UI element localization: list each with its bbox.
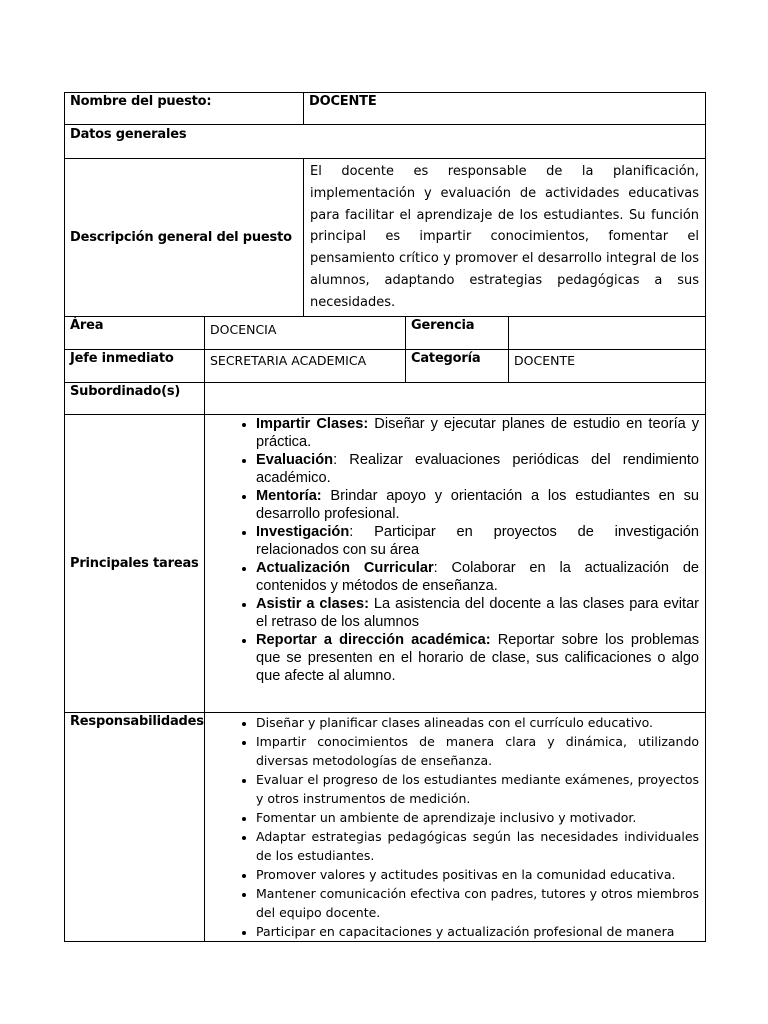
subordinados-label: Subordinado(s) [65,382,205,414]
jefe-label: Jefe inmediato [65,349,205,382]
tarea-title: Actualización Curricular [256,559,434,576]
gerencia-label: Gerencia [406,316,509,349]
row-datos-generales [65,125,706,159]
puesto-label: Nombre del puesto: [65,93,304,125]
responsabilidad-item: • Mantener comunicación efectiva con padres, tutores y otros miembros del equipo docente. [256,884,699,922]
area-label: Área [65,316,205,349]
row-subordinados [65,382,706,414]
descripcion-label: Descripción general del puesto [65,159,304,317]
tarea-item [256,415,699,451]
tarea-text: Reportar sobre los problemas que se presenten en el horario de clase, sus calificaciones o algo que afecte al alumno. [256,631,700,684]
tarea-item [256,631,699,685]
tarea-title: Mentoría: [256,487,322,504]
tarea-title: Reportar a dirección académica: [256,631,491,648]
tarea-item [256,523,699,559]
descripcion-text: El docente es responsable de la planificación, implementación y evaluación de actividades educativas para facilitar el aprendizaje de los estudiantes. Su función principal es impartir conocimientos, fomentar el pensamiento crítico y promover el desarrollo integral de los alumnos, adaptando estrategias pedagógicas a sus necesidades. [304,159,706,317]
tarea-title: Investigación [256,523,350,540]
tarea-title: Evaluación [256,451,334,468]
tarea-text: : Colaborar en la actualización de contenidos y métodos de enseñanza. [256,559,700,594]
tarea-text: : Realizar evaluaciones periódicas del rendimiento académico. [256,451,700,486]
responsabilidades-cell [205,712,706,941]
row-jefe [65,349,706,382]
row-responsabilidades [65,712,706,941]
puesto-value: DOCENTE [304,93,706,125]
responsabilidades-list [212,713,699,941]
job-description-table [64,92,706,942]
job-description-document [64,92,705,942]
tarea-text: La asistencia del docente a las clases para evitar el retraso de los alumnos [256,595,700,630]
responsabilidad-item: • Adaptar estrategias pedagógicas según las necesidades individuales de los estudiantes. [256,827,699,865]
area-value: DOCENCIA [205,316,406,349]
tarea-item [256,559,699,595]
row-puesto [65,93,706,125]
responsabilidad-item: • Evaluar el progreso de los estudiantes mediante exámenes, proyectos y otros instrumentos de medición. [256,770,699,808]
tarea-text: Diseñar y ejecutar planes de estudio en teoría y práctica. [256,415,700,450]
tareas-cell [205,414,706,712]
responsabilidad-item: • Impartir conocimientos de manera clara y dinámica, utilizando diversas metodologías de enseñanza. [256,732,699,770]
tarea-item [256,595,699,631]
tarea-title: Asistir a clases: [256,595,369,612]
tarea-text: Brindar apoyo y orientación a los estudiantes en su desarrollo profesional. [256,487,700,522]
tareas-list [212,415,699,685]
responsabilidad-item: • Fomentar un ambiente de aprendizaje inclusivo y motivador. [256,808,699,827]
categoria-label: Categoría [406,349,509,382]
responsabilidad-item: • Promover valores y actitudes positivas en la comunidad educativa. [256,865,699,884]
datos-generales-heading: Datos generales [65,125,706,159]
jefe-value: SECRETARIA ACADEMICA [205,349,406,382]
tareas-label: Principales tareas [65,414,205,712]
subordinados-value [205,382,706,414]
gerencia-value [509,316,706,349]
row-area [65,316,706,349]
tarea-item [256,487,699,523]
tarea-item [256,451,699,487]
responsabilidad-item: • Participar en capacitaciones y actualización profesional de manera [256,922,699,941]
row-tareas [65,414,706,712]
categoria-value: DOCENTE [509,349,706,382]
responsabilidades-label: Responsabilidades [65,712,205,941]
responsabilidad-item: • Diseñar y planificar clases alineadas con el currículo educativo. [256,713,699,732]
tarea-text: : Participar en proyectos de investigación relacionados con su área [256,523,700,558]
row-descripcion [65,159,706,317]
tarea-title: Impartir Clases: [256,415,369,432]
